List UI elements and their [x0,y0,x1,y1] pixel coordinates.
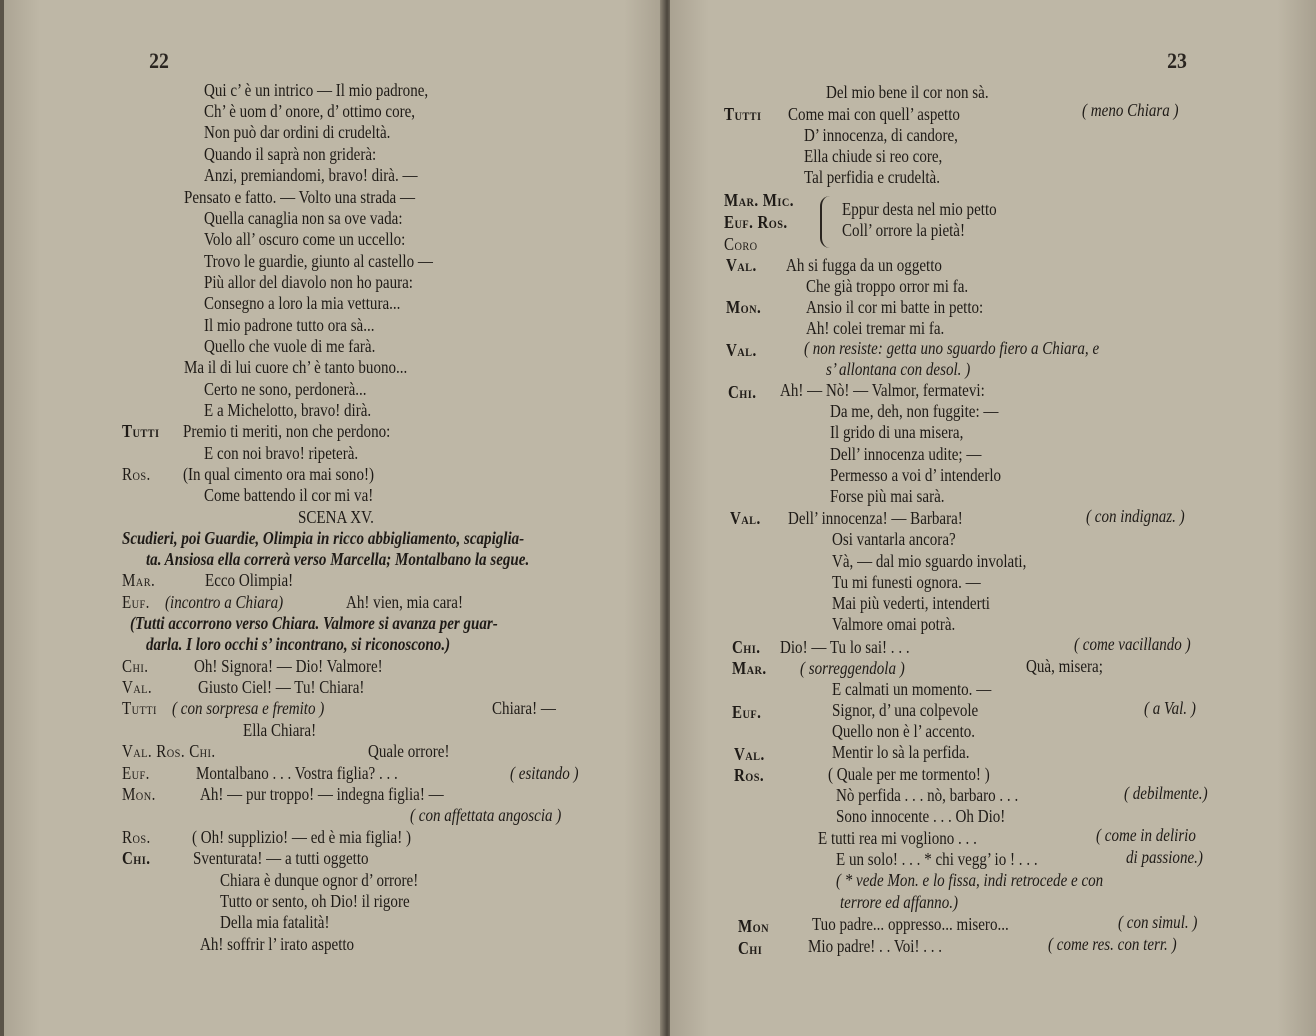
verse-line: Coll’ orrore la pietà! [842,220,966,240]
stage-direction: ( a Val. ) [1144,698,1196,718]
stage-direction: ( come in delirio [1096,825,1196,845]
scene-title: SCENA XV. [298,507,374,527]
stage-direction: ( debilmente.) [1124,783,1208,803]
speaker-label: Ros. [122,827,151,847]
verse-line: Ella Chiara! [243,720,317,740]
verse-line: Nò perfida . . . nò, barbaro . . . [836,785,1019,805]
verse-line: Il grido di una misera, [830,422,964,442]
verse-line: Ella chiude si reo core, [804,146,943,166]
verse-line: Premio ti meriti, non che perdono: [183,421,391,441]
verse-line: Quella canaglia non sa ove vada: [204,208,403,228]
verse-line: Ah! colei tremar mi fa. [806,318,945,338]
stage-direction: ( non resiste: getta uno sguardo fiero a Chiara, e [804,338,1100,358]
verse-line: E un solo! . . . * chi vegg’ io ! . . . [836,849,1038,869]
verse-line: Dell’ innocenza! — Barbara! [788,508,963,528]
verse-line: E con noi bravo! ripeterà. [204,443,359,463]
speaker-label: Chi [738,938,763,958]
verse-line: Ecco Olimpia! [205,570,294,590]
verse-line: Dio! — Tu lo sai! . . . [780,637,910,657]
speaker-label: Euf. [122,592,150,612]
verse-line: (In qual cimento ora mai sono!) [183,464,375,484]
verse-line: Mai più vederti, intenderti [832,593,990,613]
speaker-label: Mon. [726,297,762,317]
verse-line: Và, — dal mio sguardo involati, [832,551,1027,571]
verse-line: ( Oh! supplizio! — ed è mia figlia! ) [192,827,412,847]
stage-direction: ( con simul. ) [1118,912,1198,932]
verse-line: Tal perfidia e crudeltà. [804,167,941,187]
speaker-label: Mar. [732,658,767,678]
verse-line: E a Michelotto, bravo! dirà. [204,400,372,420]
verse-line: Tuo padre... oppresso... misero... [812,914,1009,934]
stage-direction: (incontro a Chiara) [165,592,284,612]
stage-direction: di passione.) [1126,847,1203,867]
brace-bracket [820,196,832,248]
verse-line: D’ innocenza, di candore, [804,125,958,145]
verse-line: Della mia fatalità! [220,912,330,932]
speaker-label: Val. [734,744,765,764]
speaker-label: Tutti [724,104,762,124]
verse-line: Sventurata! — a tutti oggetto [193,848,369,868]
speaker-label: Coro [724,234,758,254]
stage-direction: ( con sorpresa e fremito ) [172,698,325,718]
verse-line: Trovo le guardie, giunto al castello — [204,251,433,271]
verse-line: Ah! — Nò! — Valmor, fermatevi: [780,380,985,400]
stage-direction: ( con affettata angoscia ) [410,805,562,825]
stage-direction: darla. I loro occhi s’ incontrano, si riconoscono.) [146,634,451,654]
right-page-number: 23 [1167,48,1187,73]
verse-line: Ma il di lui cuore ch’ è tanto buono... [184,357,408,377]
stage-direction: ( come vacillando ) [1074,634,1191,654]
speaker-label: Ros. [734,765,765,785]
verse-line: Chiara! — [492,698,556,718]
stage-direction: Scudieri, poi Guardie, Olimpia in ricco abbigliamento, scapiglia- [122,528,525,548]
verse-line: Da me, deh, non fuggite: — [830,401,999,421]
stage-direction: ta. Ansiosa ella correrà verso Marcella; Montalbano la segue. [146,549,530,569]
verse-line: Ah! soffrir l’ irato aspetto [200,934,355,954]
stage-direction: ( meno Chiara ) [1082,100,1179,120]
verse-line: Volo all’ oscuro come un uccello: [204,229,406,249]
stage-direction: s’ allontana con desol. ) [826,359,971,379]
speaker-label: Chi. [122,656,149,676]
verse-line: Tutto or sento, oh Dio! il rigore [220,891,410,911]
left-page-number: 22 [149,48,169,73]
speaker-label: Mar. Mic. [724,190,794,210]
stage-direction: ( come res. con terr. ) [1048,934,1177,954]
verse-line: Del mio bene il cor non sà. [826,82,989,102]
speaker-label: Euf. Ros. [724,212,788,232]
verse-line: Permesso a voi d’ intenderlo [830,465,1002,485]
verse-line: Quale orrore! [368,741,450,761]
stage-direction: terrore ed affanno.) [840,892,959,912]
stage-direction: ( * vede Mon. e lo fissa, indi retrocede e con [836,870,1104,890]
speaker-label: Euf. [732,702,762,722]
speaker-label: Chi. [732,637,761,657]
verse-line: Ah! — pur troppo! — indegna figlia! — [200,784,444,804]
speaker-label: Tutti [122,421,160,441]
speaker-label: Mon. [122,784,156,804]
verse-line: Consegno a loro la mia vettura... [204,293,401,313]
verse-line: Osi vantarla ancora? [832,529,956,549]
verse-line: Mio padre! . . Voi! . . . [808,936,943,956]
verse-line: Montalbano . . . Vostra figlia? . . . [196,763,398,783]
verse-line: Il mio padrone tutto ora sà... [204,315,375,335]
verse-line: Certo ne sono, perdonerà... [204,379,367,399]
speaker-label: Val. Ros. Chi. [122,741,216,761]
verse-line: E calmati un momento. — [832,679,992,699]
verse-line: Ansio il cor mi batte in petto: [806,297,984,317]
speaker-label: Chi. [122,848,151,868]
verse-line: Ah si fugga da un oggetto [786,255,942,275]
verse-line: Mentir lo sà la perfida. [832,742,970,762]
verse-line: Ah! vien, mia cara! [346,592,464,612]
stage-direction: ( con indignaz. ) [1086,506,1185,526]
verse-line: Pensato e fatto. — Volto una strada — [184,187,416,207]
page-edge [0,0,4,1036]
verse-line: Come mai con quell’ aspetto [788,104,960,124]
verse-line: Quà, misera; [1026,656,1103,676]
speaker-label: Val. [726,255,757,275]
verse-line: Dell’ innocenza udite; — [830,444,982,464]
speaker-label: Chi. [728,382,757,402]
speaker-label: Ros. [122,464,151,484]
verse-line: Sono innocente . . . Oh Dio! [836,806,1006,826]
verse-line: Forse più mai sarà. [830,486,945,506]
verse-line: Qui c’ è un intrico — Il mio padrone, [204,80,429,100]
stage-direction: ( sorreggendola ) [800,658,905,678]
verse-line: Quello che vuole di me farà. [204,336,376,356]
speaker-label: Val. [730,508,761,528]
verse-line: Eppur desta nel mio petto [842,199,997,219]
speaker-label: Euf. [122,763,150,783]
verse-line: Quando il saprà non griderà: [204,144,377,164]
verse-line: Come battendo il cor mi va! [204,485,374,505]
verse-line: Valmore omai potrà. [832,614,956,634]
verse-line: Giusto Ciel! — Tu! Chiara! [198,677,365,697]
speaker-label: Val. [726,340,757,360]
verse-line: E tutti rea mi vogliono . . . [818,828,977,848]
stage-direction: ( esitando ) [510,763,579,783]
verse-line: Che già troppo orror mi fa. [806,276,969,296]
verse-line: Tu mi funesti ognora. — [832,572,981,592]
stage-direction: (Tutti accorrono verso Chiara. Valmore si avanza per guar- [130,613,498,633]
speaker-label: Tutti [122,698,157,718]
verse-line: Più allor del diavolo non ho paura: [204,272,413,292]
verse-line: Ch’ è uom d’ onore, d’ ottimo core, [204,101,416,121]
verse-line: Quello non è l’ accento. [832,721,976,741]
speaker-label: Val. [122,677,153,697]
verse-line: Anzi, premiandomi, bravo! dirà. — [204,165,418,185]
verse-line: Oh! Signora! — Dio! Valmore! [194,656,383,676]
verse-line: Chiara è dunque ognor d’ orrore! [220,870,419,890]
speaker-label: Mar. [122,570,156,590]
verse-line: Non può dar ordini di crudeltà. [204,122,391,142]
speaker-label: Mon [738,916,769,936]
verse-line: ( Quale per me tormento! ) [828,764,990,784]
verse-line: Signor, d’ una colpevole [832,700,979,720]
